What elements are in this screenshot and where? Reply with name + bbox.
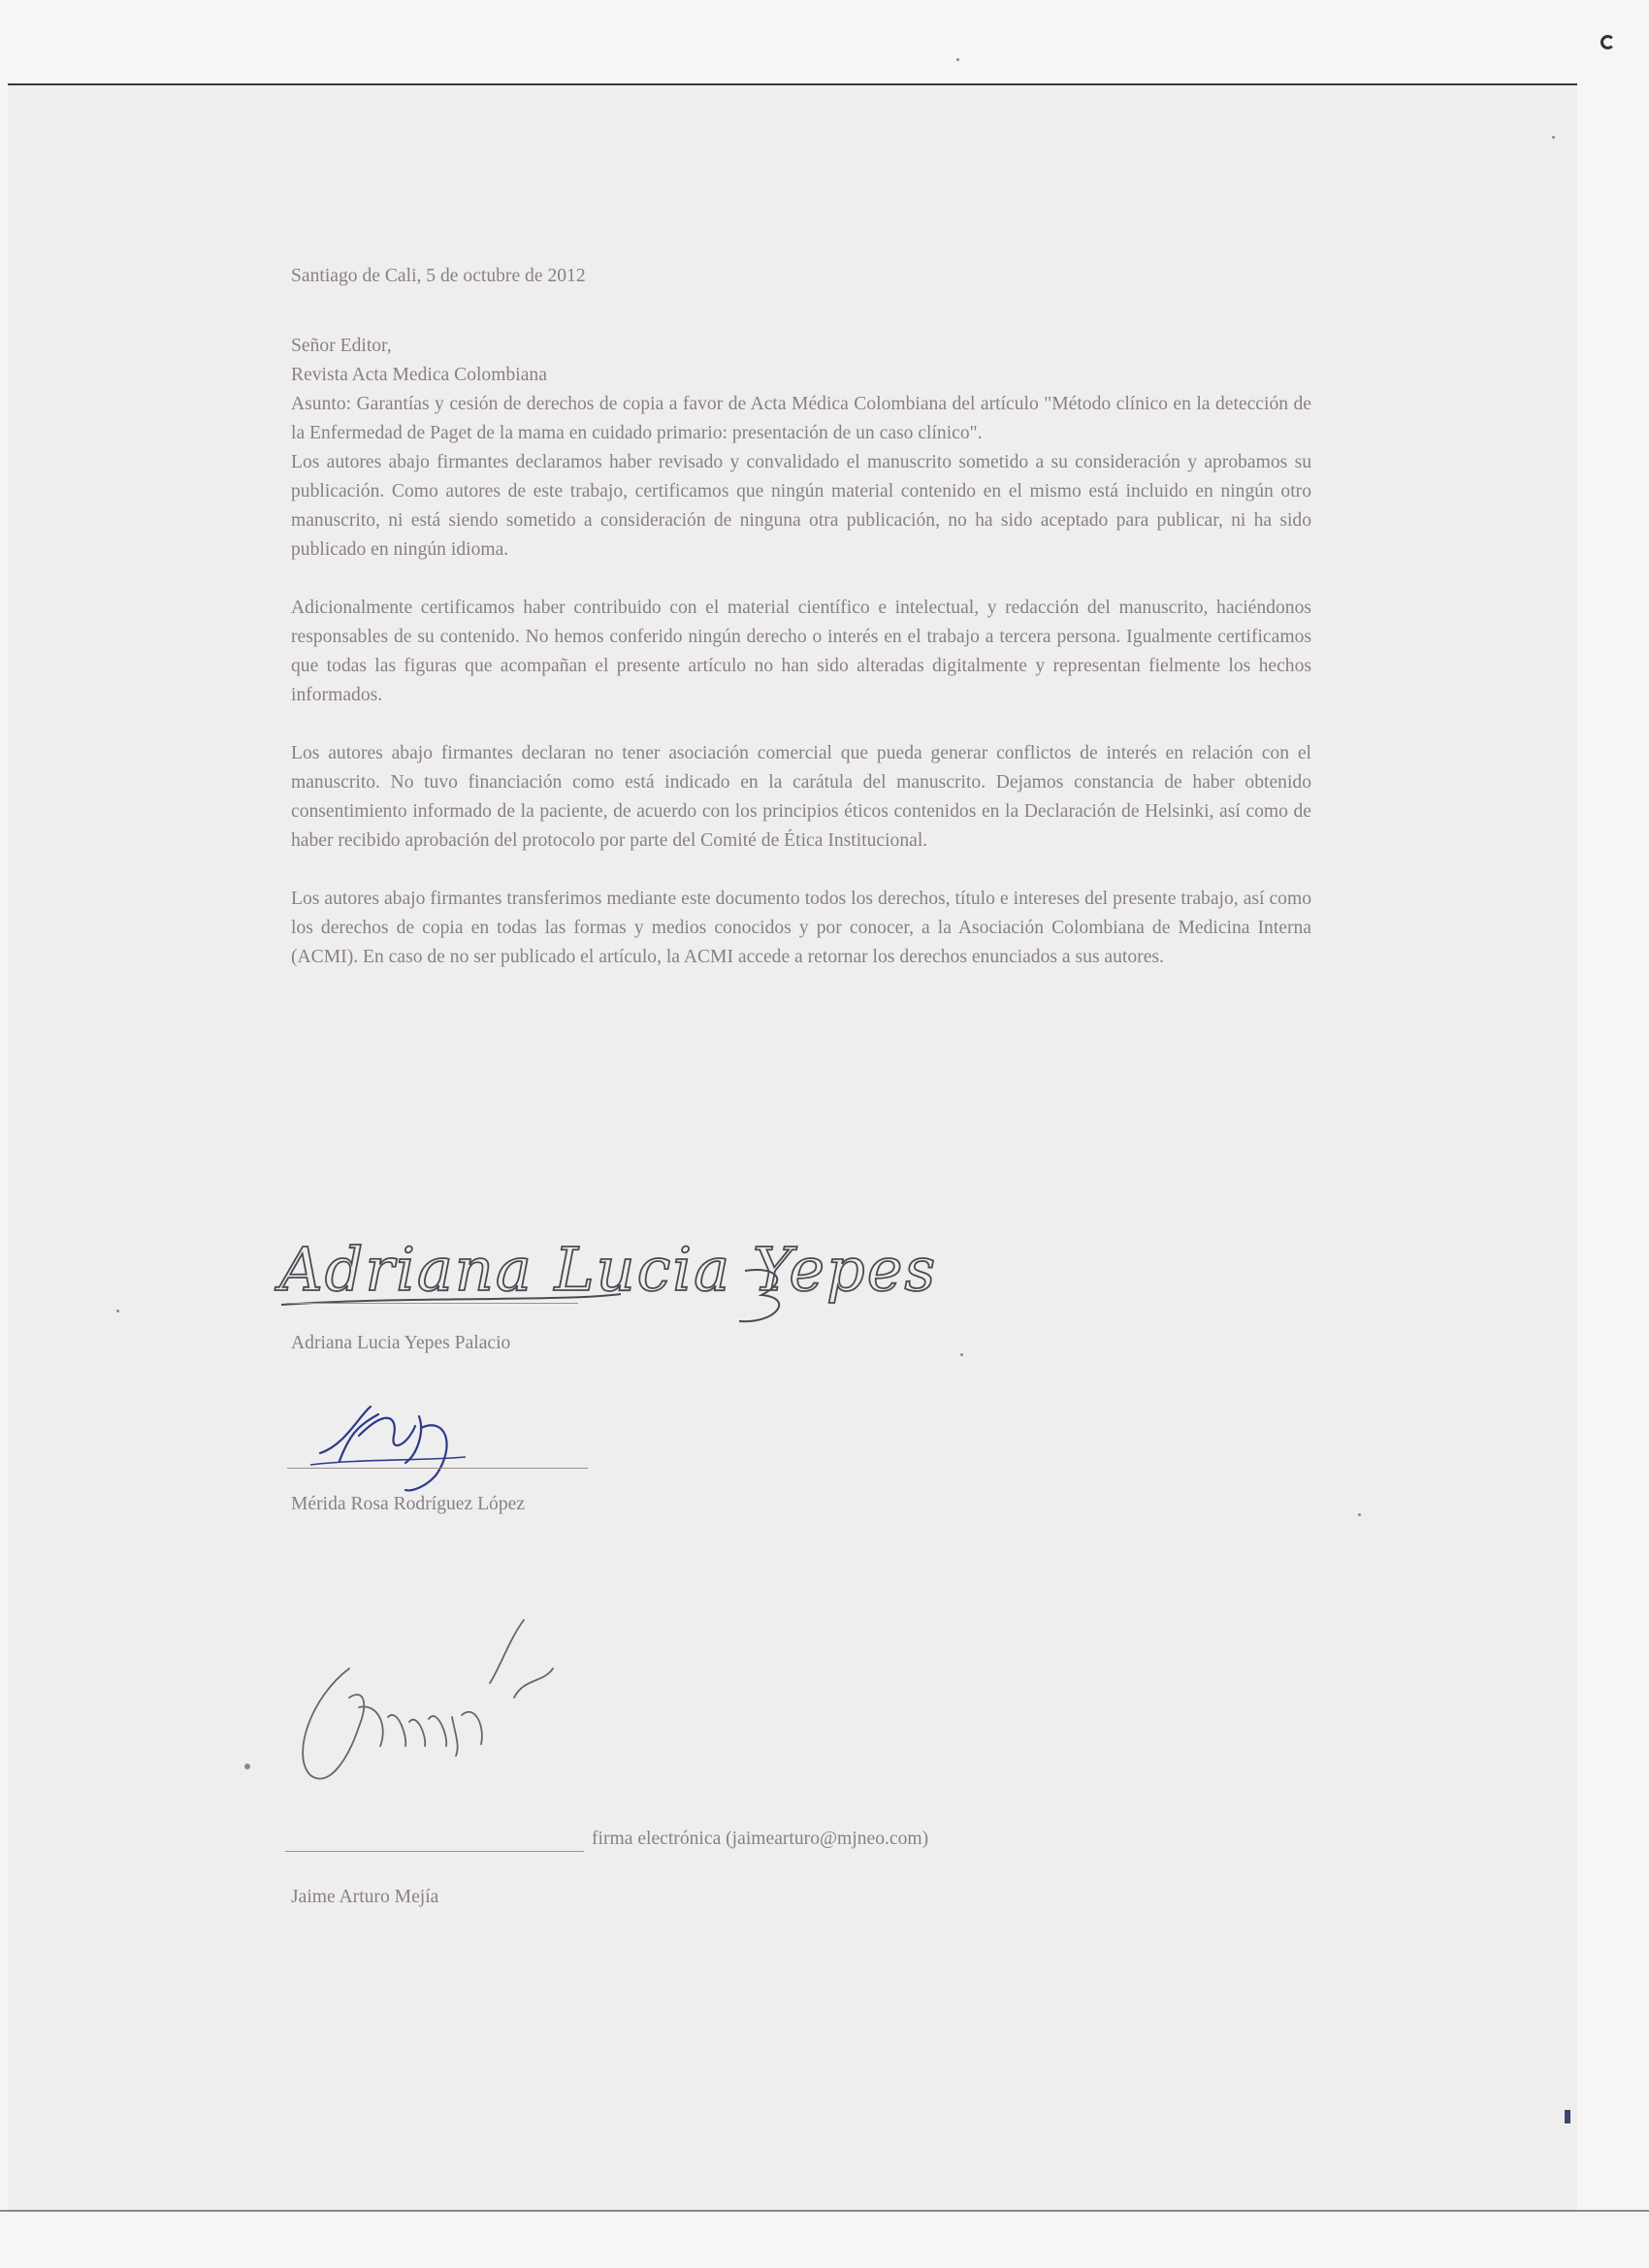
signature-1-text: Adriana Lucia Yepes <box>279 1234 938 1305</box>
subject-line: Asunto: Garantías y cesión de derechos de copia a favor de Acta Médica Colombiana del artículo "Método clínico en la detección de la Enfermedad de Paget de la mama en cuidado primario: presentación de un caso clínico". <box>291 394 1311 443</box>
paragraph-declaration: Los autores abajo firmantes declaramos haber revisado y convalidado el manuscrito sometido a su consideración y aprobamos su publicación. Como autores de este trabajo, certificamos que ningún material contenido en el mismo está incluido en ningún otro manuscrito, ni está siendo sometido a consideración de ninguna otra publicación, no ha sido aceptado para publicar, ni ha sido publicado en ningún idioma. <box>291 452 1311 560</box>
recipient-line-1: Señor Editor, <box>291 336 392 356</box>
signature-3-name: Jaime Arturo Mejía <box>291 1887 439 1907</box>
scan-speck <box>116 1310 119 1312</box>
date-line: Santiago de Cali, 5 de octubre de 2012 <box>291 266 586 286</box>
scan-edge-mark <box>1565 2110 1570 2123</box>
scan-speck <box>1358 1513 1361 1516</box>
scan-corner-mark <box>1600 35 1615 49</box>
paragraph-transfer: Los autores abajo firmantes transferimos mediante este documento todos los derechos, título e intereses del presente trabajo, así como los derechos de copia en todas las formas y medios conocidos y por conocer, a la Asociación Colombiana de Medicina Interna (ACMI). En caso de no ser publicado el artículo, la ACMI accede a retornar los derechos enunciados a sus autores. <box>291 889 1311 967</box>
recipient-block <box>291 332 1311 390</box>
scan-speck <box>1552 136 1555 139</box>
signature-3-line <box>285 1851 584 1852</box>
signature-3-electronic-note: firma electrónica (jaimearturo@mjneo.com) <box>592 1829 929 1849</box>
signature-2-handwriting <box>301 1377 475 1494</box>
signature-3-handwriting <box>291 1610 563 1804</box>
signature-1-handwriting <box>272 1213 938 1339</box>
recipient-line-2: Revista Acta Medica Colombiana <box>291 365 547 385</box>
signature-2-line <box>287 1468 588 1469</box>
scan-speck <box>956 58 959 61</box>
scan-margin <box>1577 85 1649 2208</box>
scan-speck <box>244 1764 250 1769</box>
signature-1-name: Adriana Lucia Yepes Palacio <box>291 1333 511 1353</box>
paragraph-contribution: Adicionalmente certificamos haber contribuido con el material científico e intelectual, y redacción del manuscrito, haciéndonos responsables de su contenido. No hemos conferido ningún derecho o interés en el trabajo a tercera persona. Igualmente certificamos que todas las figuras que acompañan el presente artículo no han sido alteradas digitalmente y representan fielmente los hechos informados. <box>291 598 1311 705</box>
scan-bottom-edge <box>0 2210 1649 2212</box>
signature-1-line <box>287 1303 578 1304</box>
paragraph-conflicts: Los autores abajo firmantes declaran no tener asociación comercial que pueda generar conflictos de interés en relación con el manuscrito. No tuvo financiación como está indicado en la carátula del manuscrito. Dejamos constancia de haber obtenido consentimiento informado de la paciente, de acuerdo con los principios éticos contenidos en la Declaración de Helsinki, así como de haber recibido aprobación del protocolo por parte del Comité de Ética Institucional. <box>291 743 1311 851</box>
scan-speck <box>960 1353 963 1356</box>
letter-body <box>291 262 1311 972</box>
signature-2-name: Mérida Rosa Rodríguez López <box>291 1494 526 1514</box>
